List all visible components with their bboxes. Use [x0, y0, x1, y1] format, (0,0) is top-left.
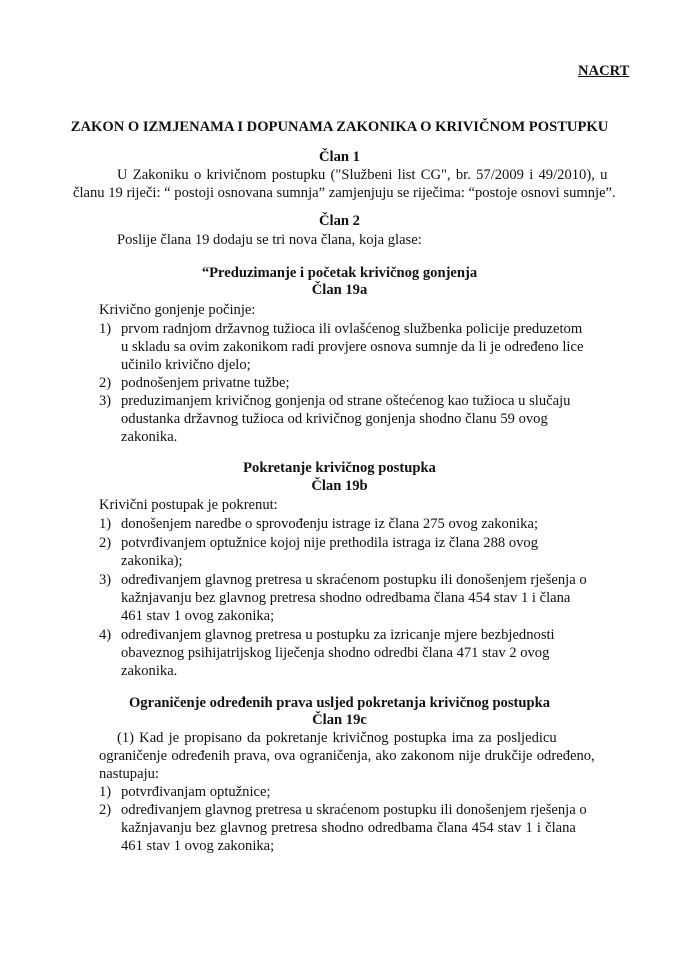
article-19a-intro: Krivično gonjenje počinje: — [99, 302, 256, 318]
article-2-heading: Član 2 — [319, 213, 360, 229]
list-item-line: odustanka državnog tužioca od krivičnog gonjenja shodno članu 59 ovog — [121, 411, 548, 427]
list-item-line: zakonika. — [121, 429, 178, 445]
list-item-line: zakonika); — [121, 553, 183, 569]
list-item-number: 4) — [99, 627, 112, 643]
article-1-heading: Član 1 — [319, 149, 360, 165]
article-19b-heading: Član 19b — [311, 478, 368, 494]
article-19b-intro: Krivični postupak je pokrenut: — [99, 497, 278, 513]
article-1-line: članu 19 riječi: “ postoji osnovana sumnja” zamjenjuju se riječima: “postoje osnovi sumnje”. — [73, 185, 616, 201]
list-item-line: određivanjem glavnog pretresa u postupku za izricanje mjere bezbjednosti — [121, 627, 555, 643]
list-item-line: potvrđivanjem optužnice kojoj nije prethodila istraga iz člana 288 ovog — [121, 535, 539, 551]
list-item-line: učinilo krivično djelo; — [121, 357, 251, 373]
article-19c-heading: Član 19c — [312, 712, 367, 728]
list-item-line: 461 stav 1 ovog zakonika; — [121, 838, 275, 854]
list-item-line: potvrđivanjam optužnice; — [121, 784, 271, 800]
article-2-intro: Poslije člana 19 dodaju se tri nova člana, koja glase: — [117, 232, 422, 248]
list-item-line: zakonika. — [121, 663, 178, 679]
article-19c-paragraph-line: ograničenje određenih prava, ova ograničenja, ako zakonom nije drukčije određeno, — [99, 748, 595, 764]
list-item-line: obaveznog psihijatrijskog liječenja shodno odredbi člana 471 stav 2 ovog — [121, 645, 550, 661]
list-item-line: prvom radnjom državnog tužioca ili ovlašćenog službenka policije preduzetom — [121, 321, 583, 337]
list-item-line: kažnjavanju bez glavnog pretresa shodno odredbama člana 454 stav 1 i člana — [121, 590, 571, 606]
list-item-line: određivanjem glavnog pretresa u skraćenom postupku ili donošenjem rješenja o — [121, 572, 587, 588]
list-item-line: kažnjavanju bez glavnog pretresa shodno odredbama člana 454 stav 1 i člana — [121, 820, 576, 836]
list-item-number: 2) — [99, 802, 112, 818]
article-19a-title: “Preduzimanje i početak krivičnog gonjenja — [201, 265, 478, 281]
article-19c-paragraph-line: nastupaju: — [99, 766, 159, 782]
list-item-line: određivanjem glavnog pretresa u skraćenom postupku ili donošenjem rješenja o — [121, 802, 587, 818]
list-item-line: 461 stav 1 ovog zakonika; — [121, 608, 275, 624]
article-19c-title: Ograničenje određenih prava usljed pokretanja krivičnog postupka — [128, 695, 551, 711]
article-19b-title: Pokretanje krivičnog postupka — [243, 460, 436, 476]
list-item-number: 3) — [99, 393, 112, 409]
list-item-line: donošenjem naredbe o sprovođenju istrage iz člana 275 ovog zakonika; — [121, 516, 539, 532]
list-item-number: 1) — [99, 516, 112, 532]
article-19c-paragraph-line: (1) Kad je propisano da pokretanje krivičnog postupka ima za posljedicu — [117, 730, 557, 746]
list-item-number: 1) — [99, 321, 112, 337]
list-item-number: 3) — [99, 572, 112, 588]
article-1-line: U Zakoniku o krivičnom postupku ("Službeni list CG", br. 57/2009 i 49/2010), u — [117, 167, 608, 183]
article-19a-heading: Član 19a — [311, 282, 368, 298]
document-title: ZAKON O IZMJENAMA I DOPUNAMA ZAKONIKA O KRIVIČNOM POSTUPKU — [70, 119, 609, 135]
draft-label: NACRT — [578, 63, 630, 79]
list-item-line: preduzimanjem krivičnog gonjenja od strane oštećenog kao tužioca u slučaju — [121, 393, 571, 409]
list-item-line: podnošenjem privatne tužbe; — [121, 375, 290, 391]
list-item-number: 1) — [99, 784, 112, 800]
list-item-line: u skladu sa ovim zakonikom radi provjere osnova sumnje da li je određeno lice — [121, 339, 584, 355]
list-item-number: 2) — [99, 375, 112, 391]
list-item-number: 2) — [99, 535, 112, 551]
